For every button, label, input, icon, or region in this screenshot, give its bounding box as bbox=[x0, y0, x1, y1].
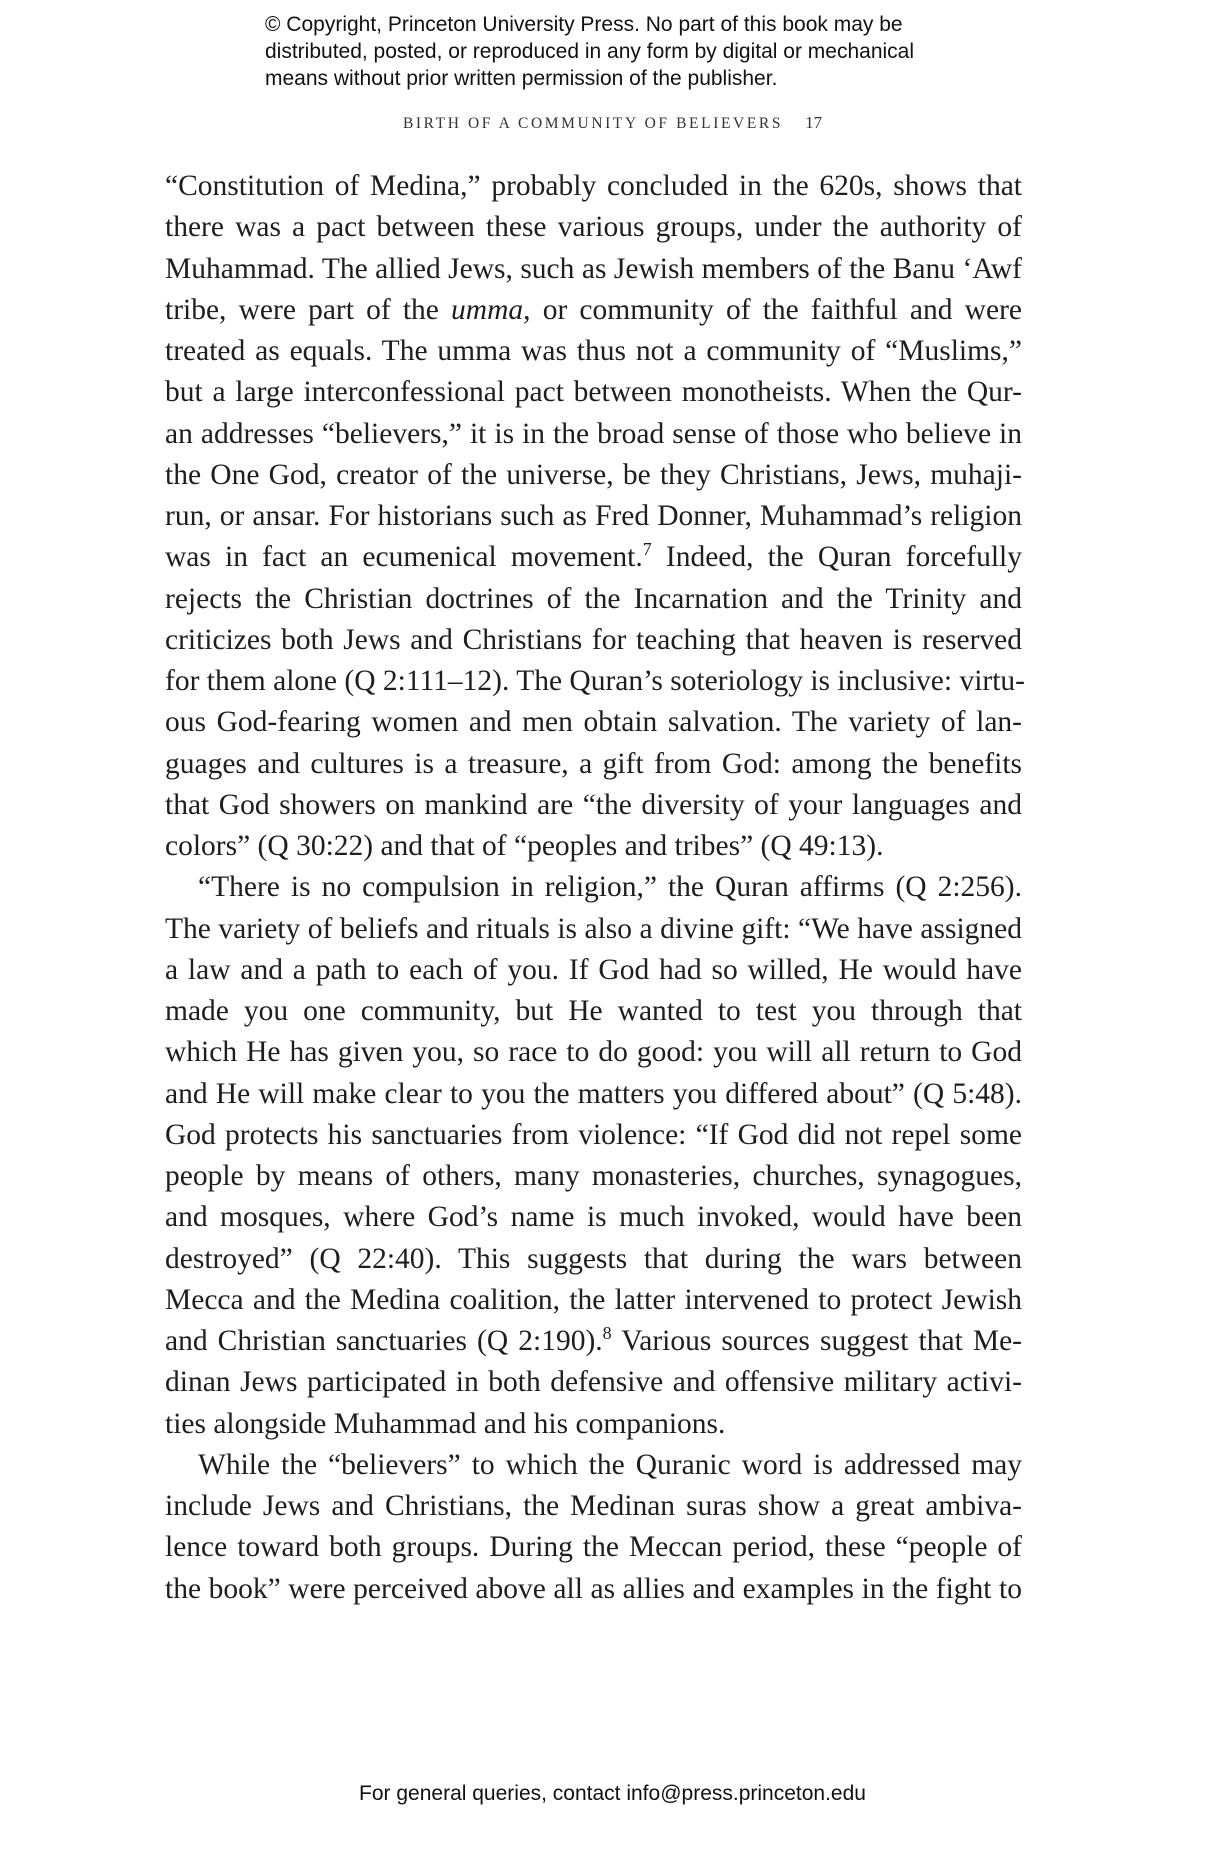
text-line bbox=[165, 1486, 1022, 1527]
text-line bbox=[165, 455, 1022, 496]
paragraph bbox=[165, 1445, 1022, 1610]
text-segment: and He will make clear to you the matters you differed about” (Q 5:48). bbox=[165, 1077, 1022, 1110]
text-line bbox=[165, 991, 1022, 1032]
text-segment: destroyed” (Q 22:40). This suggests that during the wars between bbox=[165, 1242, 1022, 1275]
text-segment: a law and a path to each of you. If God had so willed, He would have bbox=[165, 953, 1022, 986]
text-line bbox=[165, 702, 1022, 743]
text-segment: the One God, creator of the universe, be they Christians, Jews, muhaji- bbox=[165, 458, 1022, 491]
text-segment: dinan Jews participated in both defensive and offensive military activi- bbox=[165, 1366, 1022, 1399]
text-segment: ous God-fearing women and men obtain salvation. The variety of lan- bbox=[165, 706, 1022, 739]
text-segment: “Constitution of Medina,” probably concluded in the 620s, shows that bbox=[165, 170, 1022, 202]
text-line bbox=[165, 661, 1025, 702]
text-line bbox=[165, 620, 1022, 661]
text-line bbox=[165, 166, 1022, 207]
italic-term: umma bbox=[451, 293, 524, 326]
text-segment: made you one community, but He wanted to test you through that bbox=[165, 995, 1022, 1027]
text-segment: lence toward both groups. During the Meccan period, these “people of bbox=[165, 1531, 1022, 1564]
text-segment: for them alone (Q 2:111–12). The Quran’s soteriology is inclusive: virtu- bbox=[165, 665, 1025, 697]
text-line bbox=[165, 867, 1022, 908]
footer-contact: For general queries, contact info@press.princeton.edu bbox=[359, 1782, 866, 1805]
text-line bbox=[165, 1280, 1022, 1321]
text-segment: that God showers on mankind are “the diversity of your languages and bbox=[165, 788, 1022, 821]
text-segment: God protects his sanctuaries from violence: “If God did not repel some bbox=[165, 1118, 1022, 1151]
text-line bbox=[165, 826, 1022, 867]
text-line bbox=[165, 1115, 1022, 1156]
text-line bbox=[165, 207, 1022, 248]
text-segment: Indeed, the Quran forcefully bbox=[651, 541, 1022, 574]
paragraph bbox=[165, 867, 1022, 1445]
text-segment: the book” were perceived above all as allies and examples in the fight to bbox=[165, 1572, 1022, 1605]
text-line bbox=[165, 1445, 1022, 1486]
copyright-notice bbox=[265, 11, 985, 92]
text-segment: , or community of the faithful and were bbox=[523, 293, 1022, 326]
text-line bbox=[165, 909, 1022, 950]
text-segment: which He has given you, so race to do good: you will all return to God bbox=[165, 1036, 1022, 1069]
text-line bbox=[165, 372, 1022, 413]
text-line bbox=[165, 249, 1022, 290]
text-segment: was in fact an ecumenical movement. bbox=[165, 541, 643, 574]
copyright-line: distributed, posted, or reproduced in any form by digital or mechanical bbox=[265, 40, 915, 63]
text-segment: colors” (Q 30:22) and that of “peoples and tribes” (Q 49:13). bbox=[165, 830, 884, 862]
text-segment: Various sources suggest that Me- bbox=[611, 1325, 1023, 1357]
text-line bbox=[165, 1074, 1022, 1115]
text-segment: guages and cultures is a treasure, a gift from God: among the benefits bbox=[165, 747, 1022, 780]
footnote-reference: 7 bbox=[642, 539, 652, 560]
text-segment: and mosques, where God’s name is much invoked, would have been bbox=[165, 1201, 1022, 1234]
running-head bbox=[0, 113, 1225, 133]
text-segment: there was a pact between these various groups, under the authority of bbox=[165, 211, 1022, 244]
text-line bbox=[165, 744, 1022, 785]
text-line bbox=[165, 1569, 1022, 1610]
text-line bbox=[165, 1321, 1022, 1362]
text-segment: and Christian sanctuaries (Q 2:190). bbox=[165, 1325, 603, 1357]
text-line bbox=[165, 1197, 1022, 1238]
text-segment: rejects the Christian doctrines of the Incarnation and the Trinity and bbox=[165, 582, 1022, 615]
text-line bbox=[165, 1032, 1022, 1073]
text-segment: include Jews and Christians, the Medinan suras show a great ambiva- bbox=[165, 1490, 1022, 1522]
text-segment: criticizes both Jews and Christians for teaching that heaven is reserved bbox=[165, 623, 1022, 656]
chapter-title: BIRTH OF A COMMUNITY OF BELIEVERS bbox=[402, 115, 784, 132]
text-line bbox=[165, 496, 1022, 537]
text-line bbox=[165, 1239, 1022, 1280]
text-segment: treated as equals. The umma was thus not a community of “Muslims,” bbox=[165, 335, 1022, 367]
text-segment: an addresses “believers,” it is in the broad sense of those who believe in bbox=[165, 417, 1022, 450]
text-segment: While the “believers” to which the Quranic word is addressed may bbox=[198, 1448, 1022, 1481]
text-segment: Muhammad. The allied Jews, such as Jewish members of the Banu ‘Awf bbox=[165, 252, 1022, 285]
page-number: 17 bbox=[805, 113, 823, 132]
text-line bbox=[165, 950, 1022, 991]
footnote-reference: 8 bbox=[602, 1323, 612, 1343]
text-segment: “There is no compulsion in religion,” the Quran affirms (Q 2:256). bbox=[198, 871, 1022, 904]
text-line bbox=[165, 290, 1022, 331]
text-segment: ties alongside Muhammad and his companions. bbox=[165, 1407, 726, 1440]
text-segment: people by means of others, many monasteries, churches, synagogues, bbox=[165, 1160, 1022, 1192]
body-text bbox=[165, 166, 1025, 1610]
paragraph bbox=[165, 166, 1025, 867]
text-line bbox=[165, 1404, 1022, 1445]
text-line bbox=[165, 579, 1022, 620]
text-line bbox=[165, 1156, 1022, 1197]
text-segment: tribe, were part of the bbox=[165, 293, 452, 326]
copyright-line: means without prior written permission of the publisher. bbox=[265, 67, 778, 90]
copyright-line: © Copyright, Princeton University Press. No part of this book may be bbox=[265, 13, 903, 36]
text-segment: but a large interconfessional pact between monotheists. When the Qur- bbox=[165, 376, 1022, 409]
text-segment: run, or ansar. For historians such as Fred Donner, Muhammad’s religion bbox=[165, 500, 1022, 532]
text-segment: Mecca and the Medina coalition, the latter intervened to protect Jewish bbox=[165, 1283, 1022, 1316]
text-line bbox=[165, 331, 1022, 372]
text-line bbox=[165, 1362, 1022, 1403]
text-line bbox=[165, 414, 1022, 455]
text-line bbox=[165, 1527, 1022, 1568]
text-line bbox=[165, 785, 1022, 826]
text-segment: The variety of beliefs and rituals is also a divine gift: “We have assigned bbox=[165, 912, 1022, 945]
text-line bbox=[165, 537, 1022, 578]
